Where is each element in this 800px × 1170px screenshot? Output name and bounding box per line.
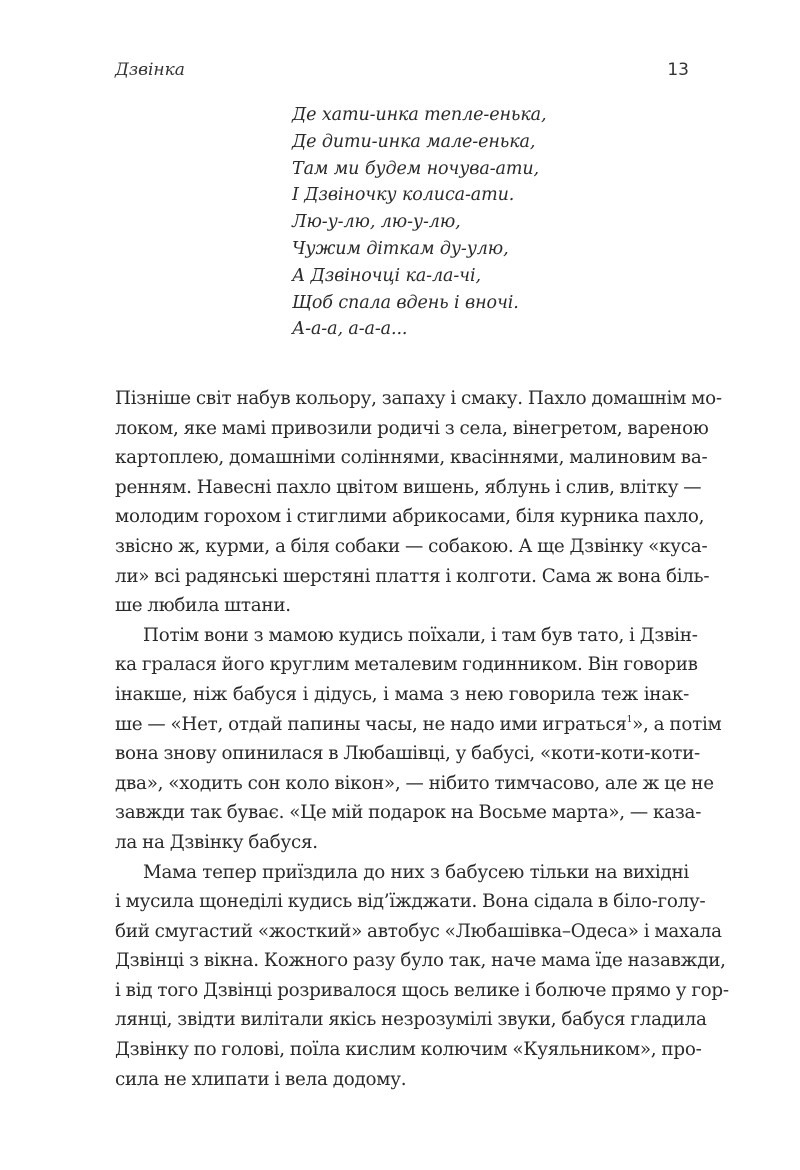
text-line: молодим горохом і стиглими абрикосами, біля курника пахло,: [115, 506, 705, 528]
poem-line: Там ми будем ночува-ати,: [292, 158, 539, 179]
paragraph-3: [115, 858, 729, 1095]
running-head: Дзвінка: [115, 60, 185, 80]
text-line: сила не хлипати і вела додому.: [115, 1068, 407, 1090]
text-segment: ше — «Нет, отдай папины часы, не надо ими играться: [115, 713, 627, 735]
text-line: ренням. Навесні пахло цвітом вишень, яблунь і слив, влітку —: [115, 476, 702, 498]
page-number: 13: [667, 60, 689, 80]
poem-line: Щоб спала вдень і вночі.: [292, 292, 519, 313]
text-line: звісно ж, курми, а біля собаки — собакою. А ще Дзвінку «куса-: [115, 535, 708, 557]
text-line: Мама тепер приїздила до них з бабусею тільки на вихідні: [143, 861, 689, 883]
text-line: вона знову опинилася в Любашівці, у бабусі, «коти-коти-коти-: [115, 743, 700, 765]
text-line: картоплею, домашніми соліннями, квасіннями, малиновим ва-: [115, 447, 708, 469]
text-line: ла на Дзвінку бабуся.: [115, 831, 318, 853]
poem-line: Де дити-инка мале-енька,: [292, 131, 536, 152]
text-line: ка гралася його круглим металевим годинником. Він говорив: [115, 654, 698, 676]
text-line: два», «ходить сон коло вікон», — нібито тимчасово, але ж це не: [115, 772, 714, 794]
paragraph-1: [115, 384, 722, 621]
lullaby-poem: [292, 102, 546, 343]
poem-line: А-а-а, а-а-а...: [292, 319, 408, 340]
text-line: Потім вони з мамою кудись поїхали, і там був тато, і Дзвін-: [143, 624, 698, 646]
text-line: лянці, звідти вилітали якісь незрозумілі звуки, бабуся гладила: [115, 1009, 707, 1031]
text-line: інакше, ніж бабуся і дідусь, і мама з нею говорила теж інак-: [115, 683, 689, 705]
footnote-marker: 1: [626, 714, 633, 725]
poem-line: А Дзвіночці ка-ла-чі,: [292, 265, 481, 286]
text-line: і від того Дзвінці розривалося щось велике і болюче прямо у гор-: [115, 979, 729, 1001]
text-line: Пізніше світ набув кольору, запаху і смаку. Пахло домашнім мо-: [115, 388, 722, 409]
body-text: [115, 384, 729, 1094]
text-line: ли» всі радянські шерстяні плаття і колготи. Сама ж вона біль-: [115, 565, 710, 587]
text-segment: », а потім: [632, 713, 722, 735]
poem-line: І Дзвіночку колиса-ати.: [292, 185, 515, 206]
text-line: ше любила штани.: [115, 595, 291, 617]
text-line: і мусила щонеділі кудись від’їжджати. Вона сідала в біло-голу-: [115, 891, 706, 913]
text-line-with-footnote: [115, 710, 722, 740]
poem-line: Де хати-инка тепле-енька,: [292, 105, 547, 125]
text-line: завжди так буває. «Це мій подарок на Восьме марта», — каза-: [115, 802, 702, 824]
poem-line: Лю-у-лю, лю-у-лю,: [292, 212, 461, 233]
text-line: Дзвінці з вікна. Кожного разу було так, наче мама їде назавжди,: [115, 950, 726, 972]
text-line: локом, яке мамі привозили родичі з села, вінегретом, вареною: [115, 417, 709, 439]
text-line: бий смугастий «жосткий» автобус «Любашівка–Одеса» і махала: [115, 920, 722, 942]
paragraph-2: [115, 621, 722, 858]
poem-line: Чужим діткам ду-улю,: [292, 238, 509, 259]
text-line: Дзвінку по голові, поїла кислим колючим «Куяльником», про-: [115, 1039, 702, 1061]
